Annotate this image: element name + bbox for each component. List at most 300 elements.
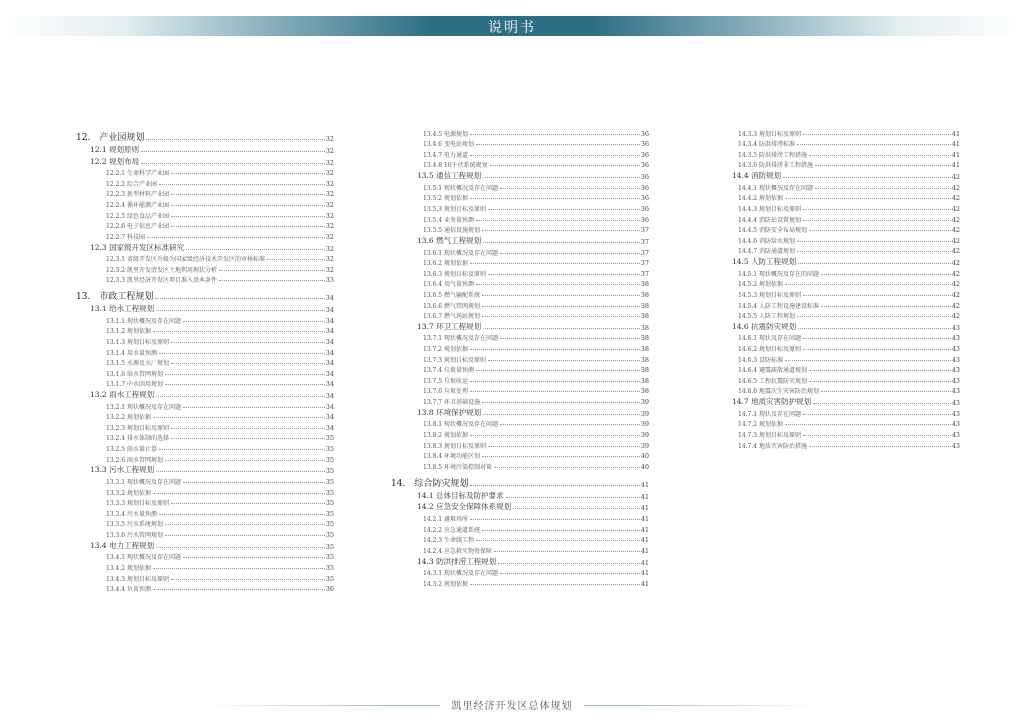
toc-entry[interactable] (423, 159, 649, 170)
toc-entry-title: 13.6 燃气工程规划 (417, 235, 482, 245)
toc-entry[interactable] (106, 475, 334, 486)
dot-leader (797, 316, 951, 317)
toc-entry-title: 13.3.6 污水管网规划 (106, 532, 163, 539)
toc-entry-title: 12.2.6 电子信息产业园 (106, 223, 169, 231)
toc-entry[interactable] (738, 288, 960, 299)
toc-entry[interactable] (738, 245, 960, 256)
toc-entry-title: 14.3.1 现状概况及存在问题 (423, 570, 498, 578)
toc-entry-title: 14.4.5 消防安全布局规划 (738, 227, 807, 235)
toc-entry-title: 14.5.5 人防工程规划 (738, 313, 795, 321)
toc-entry[interactable] (423, 439, 649, 450)
toc-entry[interactable] (106, 220, 334, 231)
toc-entry[interactable] (106, 346, 334, 357)
toc-entry[interactable] (391, 473, 649, 489)
toc-entry[interactable] (423, 202, 649, 213)
dot-leader (482, 316, 640, 317)
toc-entry[interactable] (106, 528, 334, 539)
toc-entry-page: 34 (325, 413, 334, 422)
toc-entry-page: 37 (640, 226, 649, 235)
toc-entry-title: 13.6.7 燃气场站规划 (423, 313, 480, 321)
toc-entry[interactable] (423, 257, 649, 268)
dot-leader (183, 321, 325, 322)
toc-entry[interactable] (106, 378, 334, 389)
toc-entry-page: 39 (640, 409, 649, 418)
dot-leader (500, 338, 640, 339)
toc-entry[interactable] (417, 501, 649, 513)
toc-entry[interactable] (738, 385, 960, 396)
toc-entry-page: 43 (951, 376, 960, 385)
dot-leader (809, 230, 951, 231)
toc-entry-title: 13.1.6 给水管网规划 (106, 370, 163, 378)
toc-entry-title: 12.2.7 科技园 (106, 233, 145, 241)
toc-entry-page: 35 (325, 455, 334, 464)
toc-entry-page: 37 (640, 237, 649, 246)
toc-entry[interactable] (106, 314, 334, 325)
toc-entry[interactable] (106, 497, 334, 508)
dot-leader (171, 205, 325, 206)
dot-leader (803, 134, 951, 135)
toc-entry-page: 38 (640, 334, 649, 343)
toc-entry[interactable] (738, 224, 960, 235)
dot-leader (171, 216, 325, 217)
toc-entry-page: 35 (325, 434, 334, 443)
dot-leader (153, 568, 325, 569)
dot-leader (186, 249, 325, 250)
toc-entry-title: 14.3.3 规划目标及原则 (738, 130, 801, 138)
toc-entry-title: 12.2.5 绿色食品产业园 (106, 212, 169, 220)
toc-entry-page: 32 (325, 232, 334, 241)
toc-entry-title: 13.7.5 垃圾收运 (423, 377, 468, 385)
toc-entry-title: 13.8.2 规划依据 (423, 432, 468, 440)
toc-entry-page: 43 (951, 420, 960, 429)
toc-entry[interactable] (423, 213, 649, 224)
toc-entry-page: 41 (640, 525, 649, 534)
toc-entry-page: 41 (640, 569, 649, 578)
toc-entry[interactable] (423, 512, 649, 523)
toc-entry-page: 34 (325, 359, 334, 368)
toc-entry-title: 12.3.1 省级开发区升级为国家级经济技术开发区的审核标准 (106, 256, 265, 264)
toc-entry-title: 13.6.3 规划目标及原则 (423, 270, 486, 278)
toc-entry-page: 34 (325, 423, 334, 432)
toc-entry-page: 39 (640, 441, 649, 450)
toc-entry[interactable] (423, 353, 649, 364)
toc-entry-title: 13.2.2 规划依据 (106, 414, 151, 422)
toc-entry[interactable] (423, 278, 649, 289)
toc-entry[interactable] (106, 177, 334, 188)
toc-entry-title: 14.3 防洪排涝工程规划 (417, 556, 497, 566)
toc-entry-title: 13.7.7 环卫基础设施 (423, 399, 480, 407)
toc-entry-title: 13.2.6 雨水管网规划 (106, 456, 163, 464)
toc-entry-title: 14.2.3 生命线工程 (423, 537, 474, 545)
toc-entry-page: 43 (951, 366, 960, 375)
toc-entry[interactable] (106, 400, 334, 411)
toc-entry[interactable] (90, 155, 334, 167)
dot-leader (153, 493, 325, 494)
toc-entry-title: 13.1.3 规划目标及原则 (106, 338, 169, 346)
dot-leader (488, 274, 640, 275)
toc-entry[interactable] (106, 198, 334, 209)
toc-entry-page: 35 (325, 488, 334, 497)
footer-title: 凯里经济开发区总体规划 (440, 697, 584, 712)
toc-entry[interactable] (90, 388, 334, 400)
dot-leader (506, 497, 640, 498)
toc-entry[interactable] (106, 518, 334, 529)
toc-entry[interactable] (423, 288, 649, 299)
toc-entry[interactable] (106, 167, 334, 178)
dot-leader (171, 342, 325, 343)
toc-entry-page: 35 (325, 542, 334, 551)
toc-entry[interactable] (738, 192, 960, 203)
toc-entry[interactable] (106, 583, 334, 594)
dot-leader (141, 163, 325, 164)
dot-leader (165, 374, 325, 375)
toc-entry[interactable] (738, 213, 960, 224)
dot-leader (483, 242, 640, 243)
toc-entry-title: 14.7.4 地质灾害防治措施 (738, 442, 807, 450)
dot-leader (267, 259, 325, 260)
toc-entry[interactable] (423, 428, 649, 439)
toc-entry-page: 42 (951, 247, 960, 256)
toc-entry-title: 13.8 环境保护规划 (417, 407, 482, 417)
toc-entry[interactable] (417, 555, 649, 567)
toc-entry-title: 14.4.6 消防给水规划 (738, 237, 795, 245)
toc-entry-title: 14.3.6 防洪排涝非工程措施 (738, 162, 813, 170)
dot-leader (470, 584, 640, 585)
toc-entry[interactable] (423, 332, 649, 343)
toc-entry-title: 13.4.3 规划目标及原则 (106, 575, 169, 583)
toc-entry[interactable] (106, 335, 334, 346)
toc-entry[interactable] (106, 572, 334, 583)
toc-entry-page: 43 (951, 345, 960, 354)
toc-entry-title: 13. 市政工程规划 (76, 292, 154, 303)
toc-entry-title: 13.7.4 垃圾量预测 (423, 367, 474, 375)
toc-entry-page: 36 (325, 585, 334, 594)
toc-entry[interactable] (106, 421, 334, 432)
toc-entry[interactable] (106, 507, 334, 518)
toc-entry[interactable] (106, 367, 334, 378)
dot-leader (798, 328, 951, 329)
toc-entry[interactable] (423, 577, 649, 588)
toc-entry[interactable] (417, 489, 649, 501)
toc-entry-title: 14.4.1 现状概况及存在问题 (738, 184, 813, 192)
dot-leader (476, 370, 640, 371)
toc-entry-page: 41 (951, 140, 960, 149)
dot-leader (470, 435, 640, 436)
dot-leader (483, 177, 640, 178)
toc-entry-page: 38 (640, 323, 649, 332)
toc-entry-title: 13.4.2 规划依据 (106, 564, 151, 572)
toc-entry-title: 14.4 消防规划 (732, 171, 782, 181)
toc-entry[interactable] (738, 418, 960, 429)
toc-entry-title: 14.3.5 防洪排涝工程措施 (738, 151, 807, 159)
toc-entry-title: 14.6.6 地震次生灾害防治规划 (738, 388, 819, 396)
toc-entry-title: 13.2.1 现状概况及存在问题 (106, 403, 181, 411)
toc-entry-page: 38 (640, 355, 649, 364)
toc-entry[interactable] (738, 127, 960, 138)
toc-entry[interactable] (106, 325, 334, 336)
toc-entry[interactable] (423, 299, 649, 310)
dot-leader (476, 220, 640, 221)
dot-leader (803, 349, 951, 350)
toc-entry-page: 38 (640, 387, 649, 396)
toc-entry[interactable] (417, 320, 649, 332)
toc-entry[interactable] (738, 310, 960, 321)
toc-entry[interactable] (732, 169, 960, 181)
toc-entry-page: 35 (325, 531, 334, 539)
toc-entry[interactable] (106, 411, 334, 422)
toc-entry-title: 13.6.4 用气量预测 (423, 281, 474, 289)
toc-entry-page: 32 (325, 158, 334, 167)
dot-leader (171, 579, 325, 580)
toc-entry[interactable] (423, 310, 649, 321)
toc-entry-page: 41 (640, 492, 649, 501)
toc-entry-title: 14.4.7 消防通道规划 (738, 248, 795, 256)
toc-entry[interactable] (738, 299, 960, 310)
toc-entry[interactable] (732, 255, 960, 267)
toc-entry-title: 13.7.3 规划目标及原则 (423, 356, 486, 364)
dot-leader (483, 414, 640, 415)
toc-entry[interactable] (423, 342, 649, 353)
dot-leader (482, 402, 640, 403)
toc-entry-page: 32 (325, 222, 334, 231)
toc-entry-page: 34 (325, 380, 334, 389)
dot-leader (500, 188, 640, 189)
toc-entry[interactable] (423, 181, 649, 192)
toc-entry[interactable] (738, 439, 960, 450)
toc-entry[interactable] (423, 267, 649, 278)
dot-leader (171, 194, 325, 195)
toc-entry-title: 13.5.4 业务量预测 (423, 216, 474, 224)
toc-entry[interactable] (76, 286, 334, 302)
toc-entry-page: 42 (951, 301, 960, 310)
toc-entry-title: 13.2.4 排水体制的选择 (106, 435, 169, 443)
toc-entry-title: 13.8.3 规划目标及原则 (423, 442, 486, 450)
toc-entry-title: 12.3.2 凯里开发清发区土地利用现状分析 (106, 266, 217, 274)
toc-entry[interactable] (738, 428, 960, 439)
toc-entry[interactable] (423, 192, 649, 203)
toc-entry[interactable] (106, 230, 334, 241)
toc-entry[interactable] (423, 567, 649, 578)
toc-entry-page: 36 (640, 204, 649, 213)
toc-entry[interactable] (423, 127, 649, 138)
toc-entry[interactable] (106, 188, 334, 199)
toc-entry-page: 32 (325, 255, 334, 264)
toc-entry[interactable] (417, 169, 649, 181)
toc-entry[interactable] (732, 320, 960, 332)
dot-leader (500, 253, 640, 254)
toc-entry[interactable] (106, 561, 334, 572)
toc-entry-page: 43 (951, 387, 960, 396)
toc-entry-title: 13.7 环卫工程规划 (417, 321, 482, 331)
toc-entry-page: 43 (951, 323, 960, 332)
dot-leader (513, 508, 640, 509)
toc-entry-page: 38 (640, 290, 649, 299)
toc-entry[interactable] (738, 278, 960, 289)
toc-entry[interactable] (90, 143, 334, 155)
dot-leader (159, 184, 325, 185)
toc-entry-page: 41 (640, 480, 649, 489)
toc-entry-title: 14.3.2 规划依据 (423, 580, 468, 588)
toc-entry[interactable] (106, 209, 334, 220)
toc-entry-title: 13.7.6 垃圾处理 (423, 388, 468, 396)
toc-entry-page: 37 (640, 248, 649, 257)
toc-entry[interactable] (423, 450, 649, 461)
dot-leader (171, 226, 325, 227)
dot-leader (156, 396, 325, 397)
toc-entry-title: 13.8.1 现状概况及存在问题 (423, 421, 498, 429)
dot-leader (470, 391, 640, 392)
dot-leader (488, 209, 640, 210)
toc-entry[interactable] (423, 544, 649, 555)
dot-leader (171, 363, 325, 364)
toc-entry[interactable] (423, 246, 649, 257)
dot-leader (470, 155, 640, 156)
footer-bar (0, 697, 1024, 713)
toc-entry[interactable] (423, 364, 649, 375)
toc-entry-title: 13.2 雨水工程规划 (90, 390, 155, 400)
toc-entry[interactable] (738, 332, 960, 343)
toc-entry[interactable] (423, 148, 649, 159)
toc-entry[interactable] (106, 432, 334, 443)
toc-entry[interactable] (738, 181, 960, 192)
toc-entry-page: 34 (325, 306, 334, 315)
dot-leader (500, 424, 640, 425)
toc-entry[interactable] (738, 353, 960, 364)
toc-entry[interactable] (106, 263, 334, 274)
toc-entry[interactable] (76, 127, 334, 143)
toc-entry[interactable] (90, 241, 334, 253)
toc-entry-page: 41 (640, 579, 649, 588)
toc-entry-page: 43 (951, 355, 960, 364)
dot-leader (476, 540, 640, 541)
toc-entry-page: 37 (640, 269, 649, 278)
toc-entry-title: 14.7.2 规划依据 (738, 421, 783, 429)
toc-entry-title: 13.3.1 现状概况及存在问题 (106, 479, 181, 487)
dot-leader (476, 144, 640, 145)
toc-entry[interactable] (423, 395, 649, 406)
dot-leader (821, 391, 951, 392)
toc-entry-title: 13.5.5 通信设施规划 (423, 227, 480, 235)
toc-entry-page: 43 (951, 441, 960, 450)
dot-leader (159, 353, 325, 354)
toc-entry-page: 39 (640, 420, 649, 429)
toc-entry-page: 34 (325, 369, 334, 378)
toc-entry-title: 13.1 给水工程规划 (90, 304, 155, 314)
dot-leader (183, 482, 325, 483)
toc-entry[interactable] (423, 374, 649, 385)
toc-entry-title: 14.4.2 规划依据 (738, 195, 783, 203)
toc-entry-title: 14.2.2 应急通道系统 (423, 526, 480, 534)
toc-entry-page: 38 (640, 301, 649, 310)
toc-entry-title: 12.3 国家级开发区标准研究 (90, 242, 185, 252)
toc-entry-page: 38 (640, 366, 649, 375)
toc-entry[interactable] (106, 357, 334, 368)
toc-entry[interactable] (106, 253, 334, 264)
toc-entry[interactable] (106, 442, 334, 453)
dot-leader (785, 198, 951, 199)
toc-entry-title: 12.2.2 综合产业园 (106, 180, 157, 188)
toc-entry-page: 36 (640, 183, 649, 192)
toc-entry-page: 42 (951, 173, 960, 182)
toc-entry[interactable] (738, 138, 960, 149)
toc-entry[interactable] (423, 224, 649, 235)
dot-leader (155, 298, 324, 299)
toc-entry-page: 41 (640, 504, 649, 513)
toc-entry[interactable] (423, 523, 649, 534)
toc-entry-title: 13.7.2 规划依据 (423, 346, 468, 354)
toc-entry[interactable] (738, 364, 960, 375)
dot-leader (159, 514, 325, 515)
toc-entry[interactable] (423, 460, 649, 471)
dot-leader (165, 384, 325, 385)
toc-entry[interactable] (738, 148, 960, 159)
toc-entry[interactable] (90, 464, 334, 476)
dot-leader (483, 328, 640, 329)
toc-column-2 (391, 127, 649, 588)
toc-entry[interactable] (417, 234, 649, 246)
toc-entry[interactable] (423, 385, 649, 396)
toc-entry[interactable] (106, 453, 334, 464)
toc-entry[interactable] (423, 418, 649, 429)
toc-entry[interactable] (738, 342, 960, 353)
toc-entry-page: 32 (325, 169, 334, 178)
dot-leader (494, 551, 640, 552)
toc-entry-title: 13.4.6 变电站规划 (423, 141, 474, 149)
toc-entry-page: 39 (640, 398, 649, 407)
toc-entry[interactable] (738, 159, 960, 170)
toc-entry[interactable] (732, 395, 960, 407)
dot-leader (498, 563, 640, 564)
toc-entry[interactable] (738, 374, 960, 385)
toc-entry-title: 13.4.8 10千伏系统规划 (423, 162, 488, 170)
toc-entry-page: 43 (951, 431, 960, 440)
toc-entry-title: 13.2.3 规划目标及原则 (106, 424, 169, 432)
dot-leader (183, 557, 325, 558)
toc-entry-title: 14.5 人防工程规划 (732, 257, 797, 267)
toc-entry-title: 14.2.4 应急救灾物资保障 (423, 547, 492, 555)
dot-leader (165, 535, 325, 536)
toc-entry[interactable] (90, 302, 334, 314)
dot-leader (470, 263, 640, 264)
toc-entry-title: 14. 综合防灾规划 (391, 478, 469, 489)
toc-entry-title: 13.4.4 负荷预测 (106, 586, 151, 594)
dot-leader (803, 209, 951, 210)
dot-leader (470, 349, 640, 350)
toc-entry-page: 40 (640, 462, 649, 471)
toc-entry[interactable] (738, 267, 960, 278)
toc-entry-page: 36 (640, 129, 649, 138)
dot-leader (488, 360, 640, 361)
toc-entry[interactable] (90, 539, 334, 551)
toc-entry[interactable] (423, 534, 649, 545)
toc-entry[interactable] (423, 138, 649, 149)
toc-entry-page: 34 (325, 294, 334, 303)
toc-entry-title: 14.5.4 人防工程设施建设标准 (738, 302, 819, 310)
dot-leader (171, 428, 325, 429)
toc-entry-page: 41 (951, 150, 960, 159)
toc-entry[interactable] (417, 406, 649, 418)
toc-entry[interactable] (106, 274, 334, 285)
toc-entry-title: 14.5.2 规划依据 (738, 281, 783, 289)
toc-entry[interactable] (106, 551, 334, 562)
toc-entry-title: 13.5.2 规划依据 (423, 195, 468, 203)
toc-entry[interactable] (106, 486, 334, 497)
toc-entry[interactable] (738, 407, 960, 418)
dot-leader (165, 460, 325, 461)
toc-entry[interactable] (738, 202, 960, 213)
dot-leader (797, 251, 951, 252)
toc-entry[interactable] (738, 234, 960, 245)
